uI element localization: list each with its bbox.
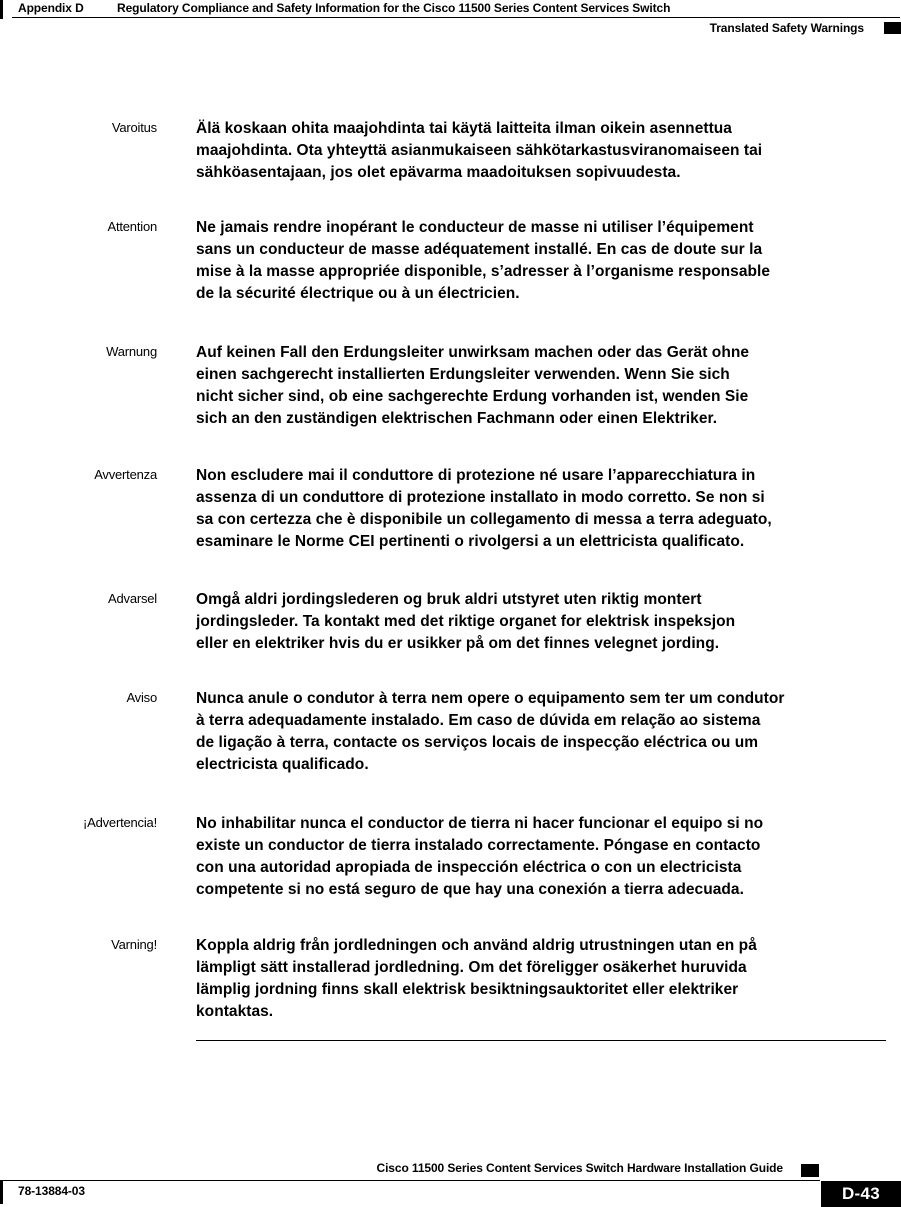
warning-text: [196, 688, 886, 776]
warnings-end-rule: [196, 1040, 886, 1041]
warning-line: lämplig jordning finns skall elektrisk besiktningsauktoritet eller elektriker: [196, 981, 739, 998]
warning-line: competente si no está seguro de que hay una conexión a tierra adecuada.: [196, 881, 744, 898]
warning-text: [196, 589, 886, 655]
warning-label: Avvertenza: [94, 467, 157, 482]
warning-text: [196, 813, 886, 901]
warning-label: Attention: [107, 219, 157, 234]
header-chapter-title: Regulatory Compliance and Safety Information for the Cisco 11500 Series Content Services Switch: [117, 1, 671, 15]
warning-line: assenza di un conduttore di protezione installato in modo corretto. Se non si: [196, 489, 765, 506]
warning-line: nicht sicher sind, ob eine sachgerechte Erdung vorhanden ist, wenden Sie: [196, 388, 749, 405]
header-section-title: Translated Safety Warnings: [709, 21, 864, 35]
warning-line: Auf keinen Fall den Erdungsleiter unwirksam machen oder das Gerät ohne: [196, 344, 750, 361]
footer-marker-block: [801, 1164, 819, 1177]
warning-label: Aviso: [126, 690, 157, 705]
warning-line: Non escludere mai il conduttore di protezione né usare l’apparecchiatura in: [196, 467, 756, 484]
header-left-tick: [0, 0, 3, 19]
warning-line: kontaktas.: [196, 1003, 274, 1020]
warning-line: à terra adequadamente instalado. Em caso de dúvida em relação ao sistema: [196, 712, 761, 729]
warning-label: Warnung: [106, 344, 157, 359]
warning-line: sich an den zuständigen elektrischen Fachmann oder einen Elektriker.: [196, 410, 718, 427]
warning-line: Ne jamais rendre inopérant le conducteur de masse ni utiliser l’équipement: [196, 219, 754, 236]
footer-rule: [0, 1180, 820, 1181]
warning-label: ¡Advertencia!: [83, 815, 157, 830]
warning-text: [196, 342, 886, 430]
warning-line: Koppla aldrig från jordledningen och använd aldrig utrustningen utan en på: [196, 937, 757, 954]
warning-line: existe un conductor de tierra instalado correctamente. Póngase en contacto: [196, 837, 761, 854]
warning-text: [196, 935, 886, 1023]
warning-text: [196, 217, 886, 305]
warning-line: Omgå aldri jordingslederen og bruk aldri utstyret uten riktig montert: [196, 591, 702, 608]
warning-label: Advarsel: [108, 591, 157, 606]
footer-left-tick: [0, 1180, 3, 1204]
header-appendix: Appendix D: [18, 1, 84, 15]
warning-label: Varning!: [111, 937, 157, 952]
warning-text: [196, 118, 886, 184]
warning-line: sans un conducteur de masse adéquatement installé. En cas de doute sur la: [196, 241, 763, 258]
warning-line: con una autoridad apropiada de inspección eléctrica o con un electricista: [196, 859, 742, 876]
footer-doc-number: 78-13884-03: [18, 1184, 85, 1198]
warning-line: esaminare le Norme CEI pertinenti o rivolgersi a un elettricista qualificato.: [196, 533, 745, 550]
warning-line: eller en elektriker hvis du er usikker på om det finnes velegnet jording.: [196, 635, 720, 652]
footer-guide-title: Cisco 11500 Series Content Services Switch Hardware Installation Guide: [376, 1161, 783, 1175]
warning-line: electricista qualificado.: [196, 756, 369, 773]
warning-line: de ligação à terra, contacte os serviços locais de inspecção eléctrica ou um: [196, 734, 759, 751]
warning-line: maajohdinta. Ota yhteyttä asianmukaiseen sähkötarkastusviranomaiseen tai: [196, 142, 763, 159]
header-marker-block: [884, 22, 901, 34]
warning-line: mise à la masse appropriée disponible, s’adresser à l’organisme responsable: [196, 263, 771, 280]
page-number: D-43: [821, 1181, 901, 1207]
warning-line: jordingsleder. Ta kontakt med det riktige organet for elektrisk inspeksjon: [196, 613, 736, 630]
warning-text: [196, 465, 886, 553]
warning-line: sähköasentajaan, jos olet epävarma maadoituksen sopivuudesta.: [196, 164, 681, 181]
warning-label: Varoitus: [111, 120, 157, 135]
warning-line: Nunca anule o condutor à terra nem opere o equipamento sem ter um condutor: [196, 690, 785, 707]
header-rule: [12, 17, 900, 18]
warning-line: de la sécurité électrique ou à un électricien.: [196, 285, 520, 302]
warning-line: Älä koskaan ohita maajohdinta tai käytä laitteita ilman oikein asennettua: [196, 120, 732, 137]
warning-line: lämpligt sätt installerad jordledning. Om det föreligger osäkerhet huruvida: [196, 959, 747, 976]
warning-line: einen sachgerecht installierten Erdungsleiter verwenden. Wenn Sie sich: [196, 366, 730, 383]
warning-line: sa con certezza che è disponibile un collegamento di messa a terra adeguato,: [196, 511, 772, 528]
warning-line: No inhabilitar nunca el conductor de tierra ni hacer funcionar el equipo si no: [196, 815, 764, 832]
